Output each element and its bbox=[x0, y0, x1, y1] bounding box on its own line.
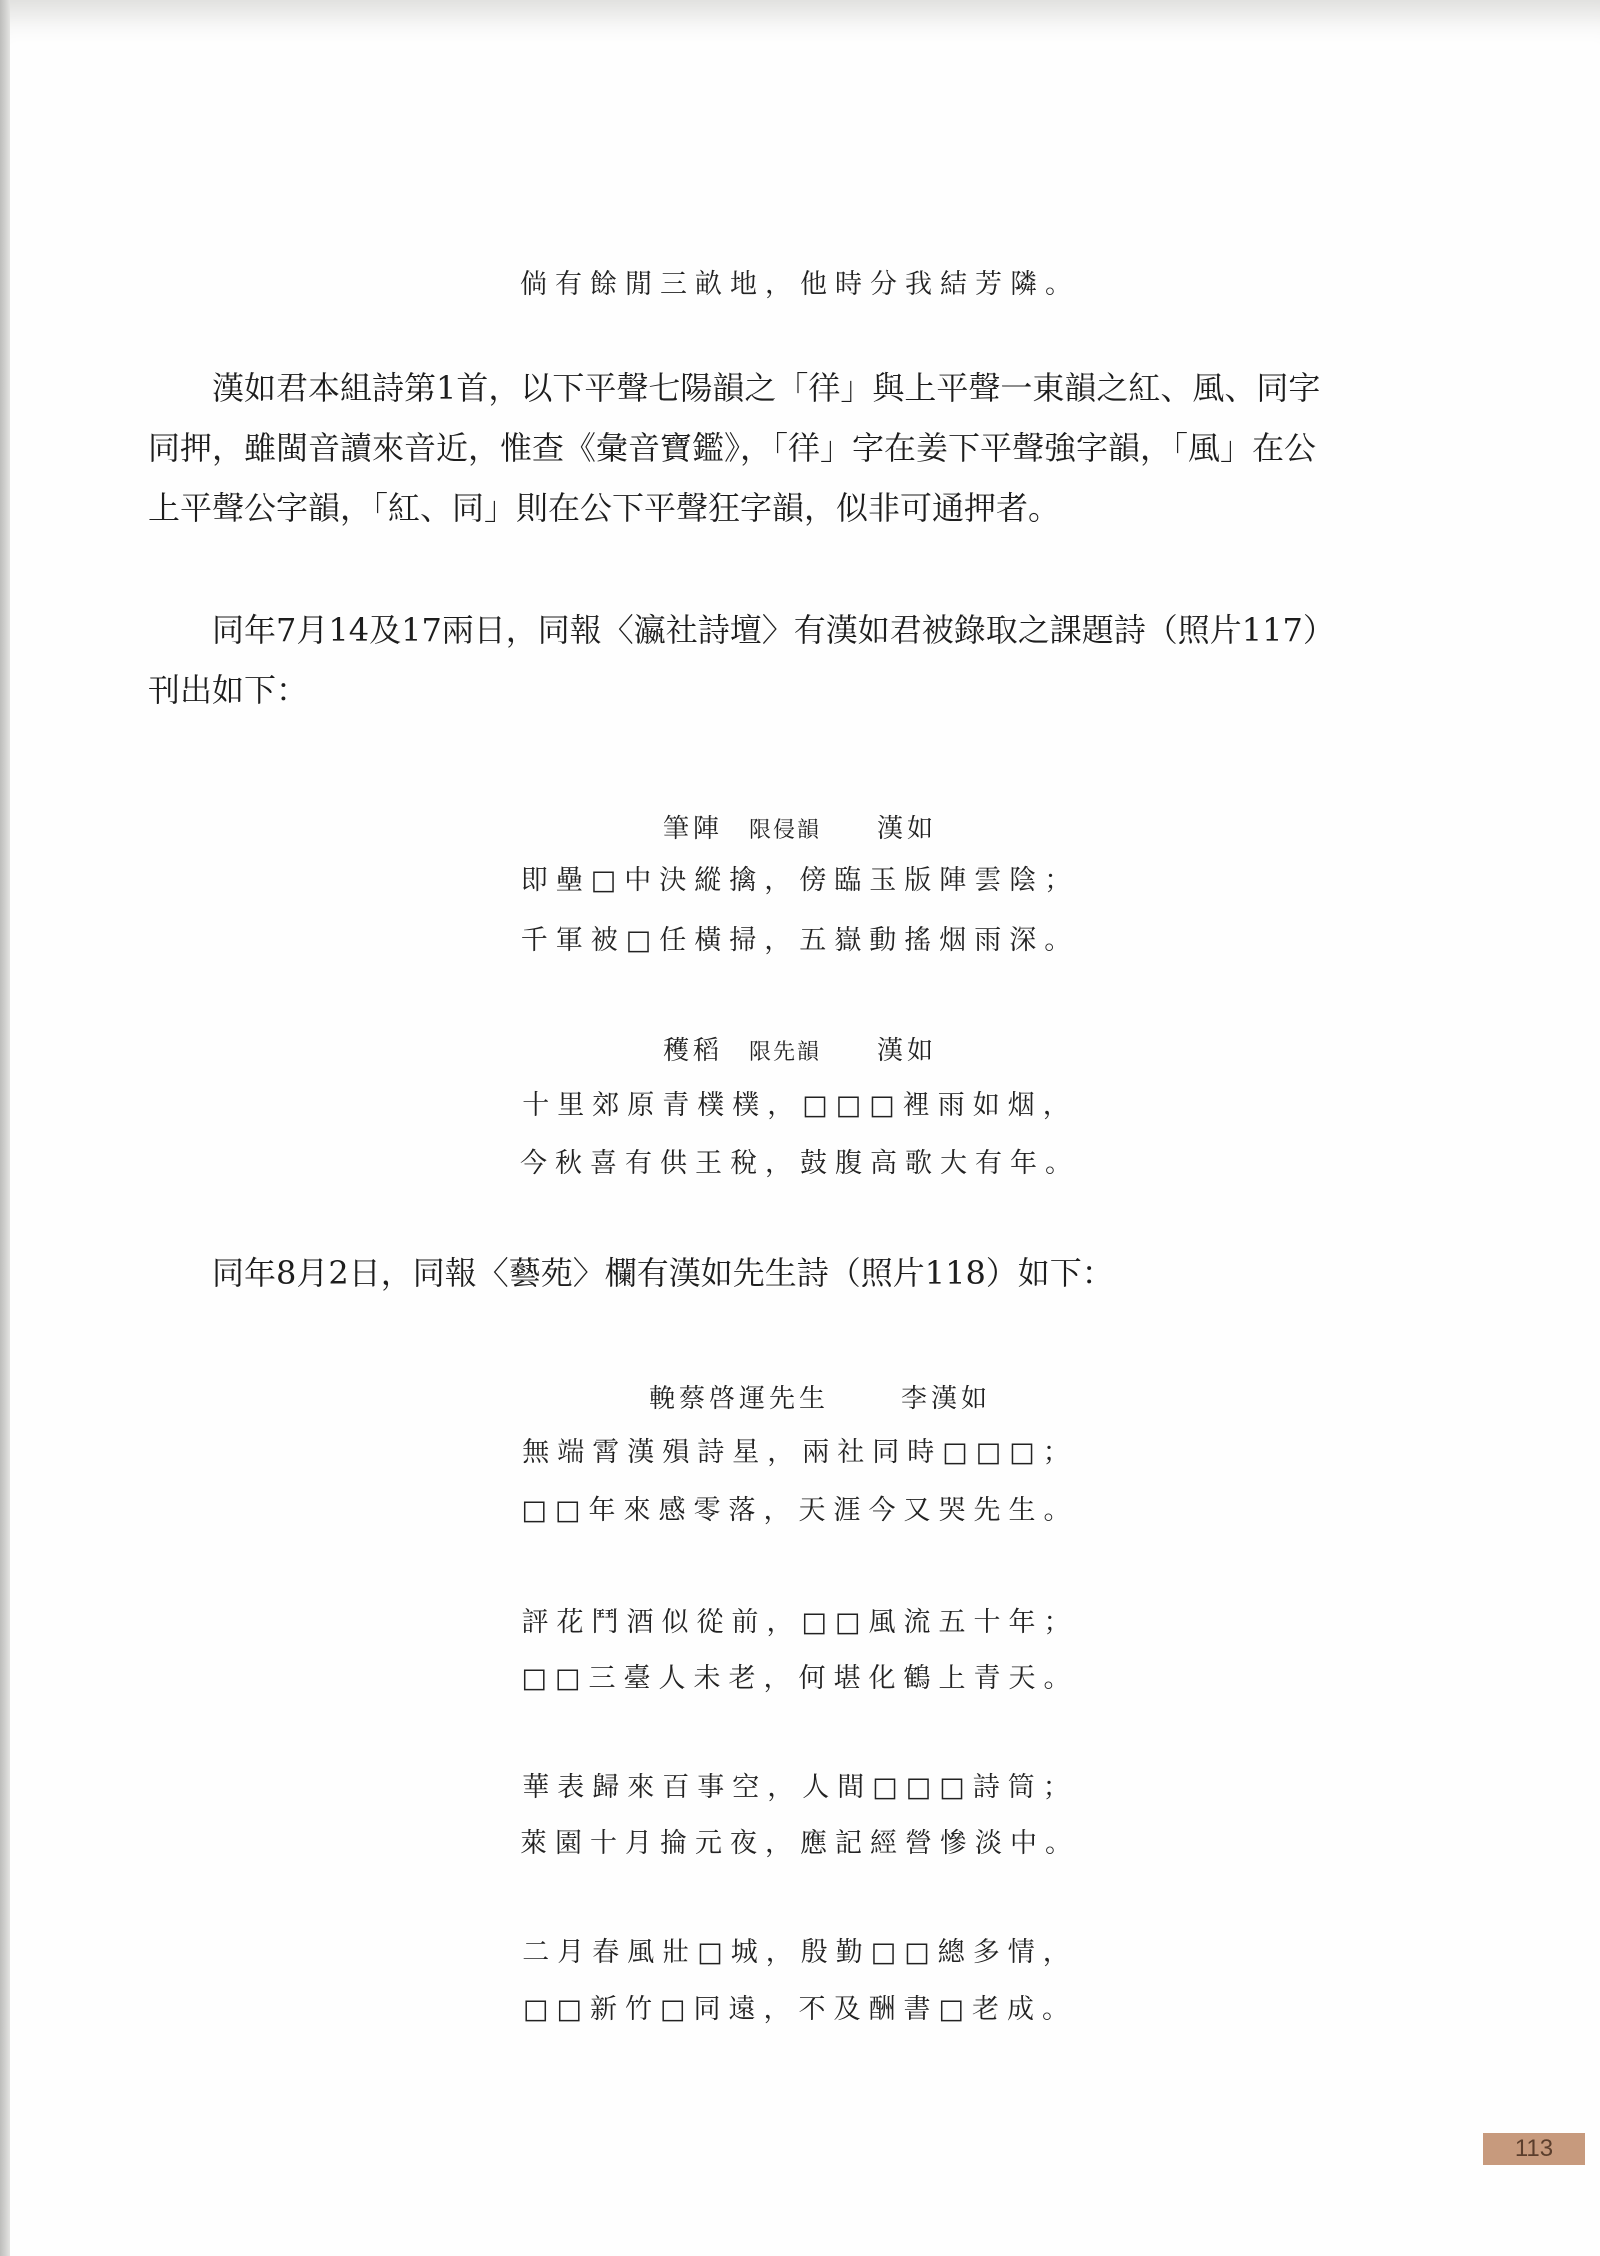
paragraph-1: 漢如君本組詩第1首，以下平聲七陽韻之「徉」與上平聲一東韻之紅、風、同字同押，雖閩音讀來音近，惟查《彙音寶鑑》，「徉」字在姜下平聲強字韻，「風」在公上平聲公字韻，「紅、同」則在公下平聲狂字韻，似非可通押者。 bbox=[148, 369, 1321, 527]
book-page bbox=[10, 0, 1600, 2256]
poem2-title: 穫稻 bbox=[662, 1036, 723, 1066]
poem2-author: 漢如 bbox=[877, 1036, 938, 1066]
poem3-title: 輓蔡啓運先生 bbox=[648, 1384, 829, 1414]
poem1-author: 漢如 bbox=[877, 814, 938, 844]
paragraph-3: 同年8月2日，同報〈藝苑〉欄有漢如先生詩（照片118）如下： bbox=[212, 1254, 1114, 1292]
top-verse: 倘有餘閒三畝地，他時分我結芳隣。 bbox=[520, 269, 1080, 300]
poem3-stanza4-line1: 二月春風壯□城，殷勤□□總多情， bbox=[522, 1937, 1078, 1968]
poem1-line-1: 即壘□中決縱擒，傍臨玉版陣雲陰； bbox=[520, 865, 1080, 896]
poem2-title-row bbox=[0, 1030, 1600, 1067]
paragraph-2: 同年7月14及17兩日，同報〈瀛社詩壇〉有漢如君被錄取之課題詩（照片117）刊出如下： bbox=[148, 611, 1335, 709]
poem3-stanza2-line1: 評花鬥酒似從前，□□風流五十年； bbox=[521, 1607, 1079, 1638]
poem3-stanza3-line2: 萊園十月掄元夜，應記經營慘淡中。 bbox=[520, 1828, 1080, 1859]
poem2-line-2: 今秋喜有供王稅，鼓腹高歌大有年。 bbox=[520, 1148, 1080, 1179]
poem3-stanza1-line2: □□年來感零落，天涯今又哭先生。 bbox=[521, 1495, 1079, 1526]
page-number: 113 bbox=[1483, 2133, 1585, 2165]
binding-shadow bbox=[0, 0, 10, 2256]
poem1-line-2: 千軍被□任橫掃，五嶽動搖烟雨深。 bbox=[520, 925, 1080, 956]
poem1-rhyme: 限侵韻 bbox=[748, 818, 821, 843]
poem3-stanza3-line1: 華表歸來百事空，人間□□□詩筒； bbox=[522, 1772, 1078, 1803]
poem1-title-row bbox=[0, 808, 1600, 845]
poem3-author: 李漢如 bbox=[901, 1384, 992, 1414]
poem3-stanza4-line2: □□新竹□同遠，不及酬書□老成。 bbox=[522, 1994, 1078, 2025]
poem2-rhyme: 限先韻 bbox=[748, 1040, 821, 1065]
poem3-stanza2-line2: □□三臺人未老，何堪化鶴上青天。 bbox=[521, 1663, 1079, 1694]
poem2-line-1: 十里郊原青樸樸，□□□裡雨如烟， bbox=[522, 1090, 1078, 1121]
poem3-stanza1-line1: 無端霄漢殞詩星，兩社同時□□□； bbox=[522, 1437, 1078, 1468]
poem1-title: 筆陣 bbox=[662, 814, 723, 844]
poem3-title-row bbox=[0, 1378, 1600, 1415]
